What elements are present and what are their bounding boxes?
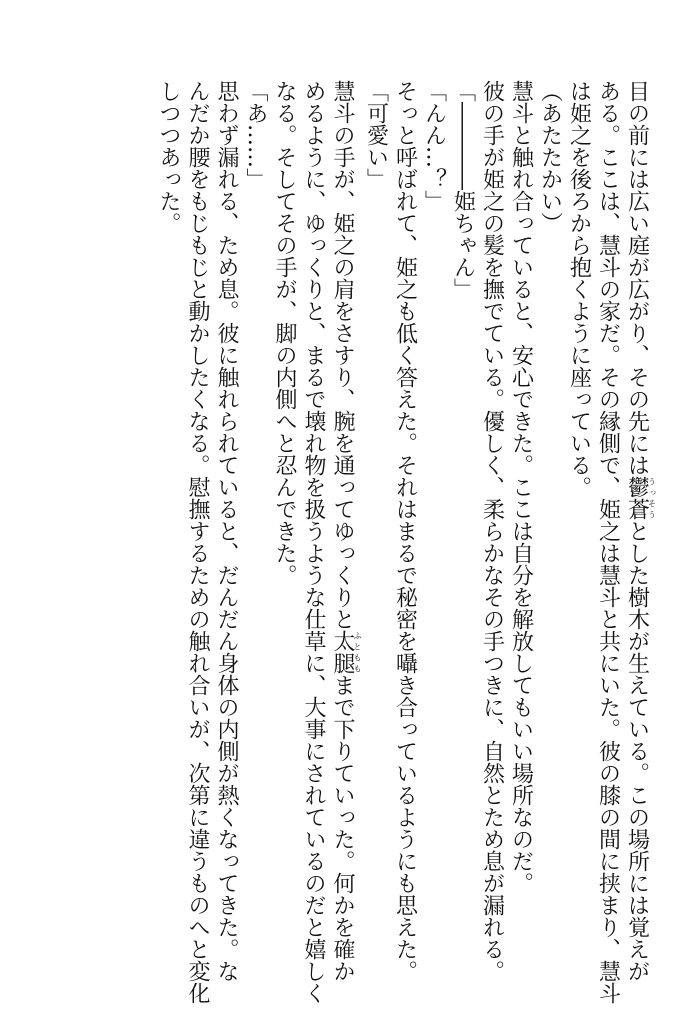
text-line-13: なる。そしてその手が、脚の内側へと忍んできた。	[272, 80, 297, 586]
text-line-11-post: まで下りていった。何かを確か	[330, 674, 355, 982]
ruby-base-futomomo: 太腿	[330, 630, 355, 674]
text-line-1-post: とした樹木が生えている。この場所には覚えが	[624, 520, 650, 982]
text-line-11-pre: 慧斗の手が、姫之の肩をさすり、腕を通ってゆっくりと	[330, 80, 355, 630]
ruby-futomomo	[330, 630, 362, 674]
text-line-1	[623, 80, 657, 982]
text-line-5: 慧斗と触れ合っていると、安心できた。ここは自分を解放してもいい場所なのだ。	[508, 80, 534, 894]
text-line-15: 思わず漏れる、ため息。彼に触れられていると、だんだん身体の内側が熱くなってきた。な	[214, 80, 239, 982]
ruby-ussou	[624, 476, 657, 520]
text-line-17: しつつあった。	[156, 80, 181, 234]
text-line-12: めるように、ゆっくりと、まるで壊れ物を扱うような仕草に、大事にされているのだと嬉しく	[301, 80, 326, 1004]
ruby-text-ussou: うっそう	[647, 476, 657, 520]
text-line-16: んだか腰をもじもじと動かしたくなる。慰撫するための触れ合いが、次第に違うものへと変化	[185, 80, 210, 1004]
text-line-1-pre: 目の前には広い庭が広がり、その先には	[624, 80, 650, 476]
text-line-6: 彼の手が姫之の髪を撫でている。優しく、柔らかなその手つきに、自然とため息が漏れる。	[479, 80, 505, 982]
text-line-11	[328, 80, 362, 982]
text-line-8: 「んん…？」	[421, 80, 447, 212]
text-line-14: 「あ……」	[243, 80, 268, 190]
text-line-4: （あたたかい）	[537, 80, 563, 234]
text-line-9: そっと呼ばれて、姫之も低く答えた。それはまるで秘密を囁き合っているようにも思えた。	[392, 80, 418, 982]
text-line-3: は姫之を後ろから抱くように座っている。	[566, 80, 592, 498]
text-line-10: 「可愛い」	[363, 80, 389, 190]
ruby-base-ussou: 鬱蒼	[624, 476, 650, 520]
text-line-2: ある。ここは、慧斗の家だ。その縁側で、姫之は慧斗と共にいた。彼の膝の間に挟まり、慧斗	[595, 80, 621, 1004]
vertical-text-body	[154, 80, 657, 1004]
text-line-7: 「――――姫ちゃん」	[450, 80, 476, 300]
ruby-text-futomomo: ふともも	[353, 630, 362, 674]
